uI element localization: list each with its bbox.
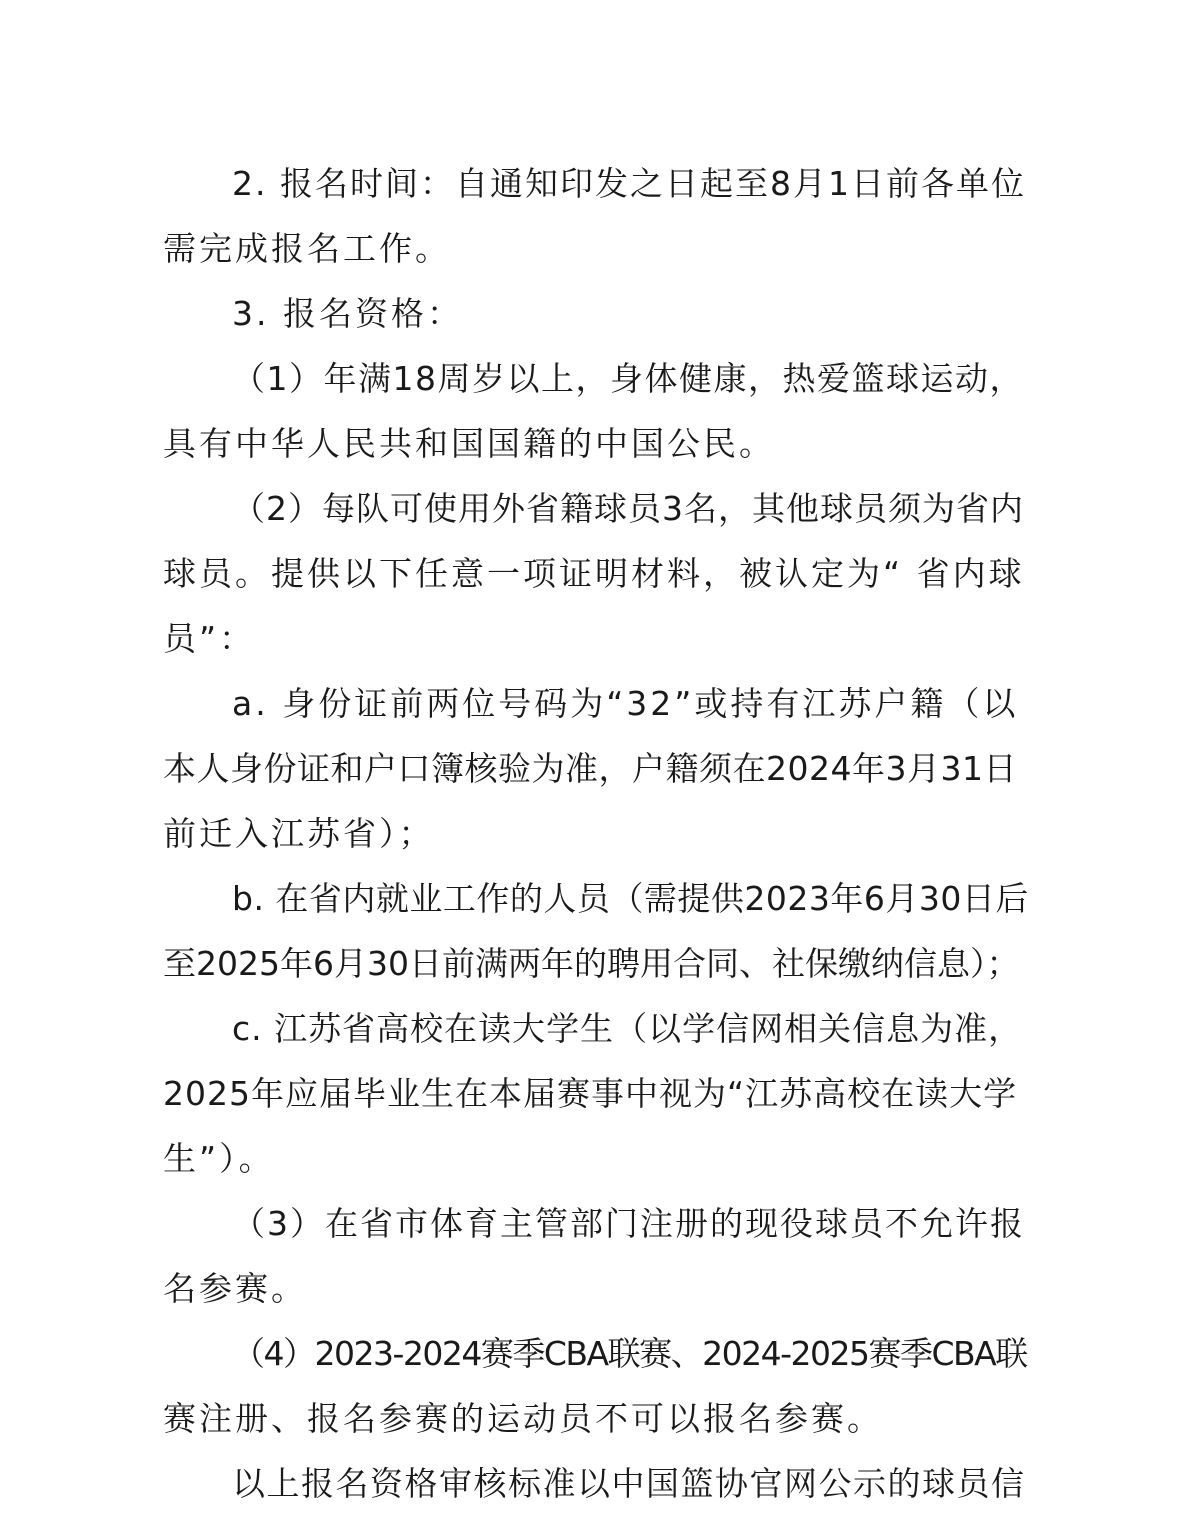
text-line-item-c: c. 江苏省高校在读大学生（以学信网相关信息为准， [232,1009,1023,1048]
text-line-item-a: a. 身份证前两位号码为“32”或持有江苏户籍（以 [232,684,1019,723]
text-line-registration-time: 2. 报名时间：自通知印发之日起至8月1日前各单位 [232,164,1026,203]
text-line-eligibility-heading: 3. 报名资格： [232,294,463,333]
text-line-item-4: （4）2023-2024赛季CBA联赛、2024-2025赛季CBA联 [232,1334,1027,1373]
text-line-item-1-cont: 具有中华人民共和国国籍的中国公民。 [163,424,775,463]
text-line-item-b-cont: 至2025年6月30日前满两年的聘用合同、社保缴纳信息）； [163,944,1020,983]
text-line-item-a-cont: 本人身份证和户口簿核验为准，户籍须在2024年3月31日 [163,749,1017,788]
text-line-item-c-end: 生”）。 [163,1139,275,1178]
text-line-item-2-cont: 球员。提供以下任意一项证明材料，被认定为“ 省内球 [163,554,1025,593]
text-line-item-2: （2）每队可使用外省籍球员3名，其他球员须为省内 [232,489,1024,528]
text-line-item-2-end: 员”： [163,619,256,658]
text-line-item-a-end: 前迁入江苏省）； [163,814,435,853]
text-line-item-3-cont: 名参赛。 [163,1269,307,1308]
text-line-item-b: b. 在省内就业工作的人员（需提供2023年6月30日后 [232,879,1029,918]
text-line-closing: 以上报名资格审核标准以中国篮协官网公示的球员信 [232,1464,1026,1503]
text-line-item-3: （3）在省市体育主管部门注册的现役球员不允许报 [232,1204,1025,1243]
text-line-item-4-cont: 赛注册、报名参赛的运动员不可以报名参赛。 [163,1399,883,1438]
text-line-item-c-cont: 2025年应届毕业生在本届赛事中视为“江苏高校在读大学 [163,1074,1018,1113]
text-line-item-1: （1）年满18周岁以上，身体健康，热爱篮球运动， [232,359,1024,398]
text-line-registration-time-cont: 需完成报名工作。 [163,229,451,268]
